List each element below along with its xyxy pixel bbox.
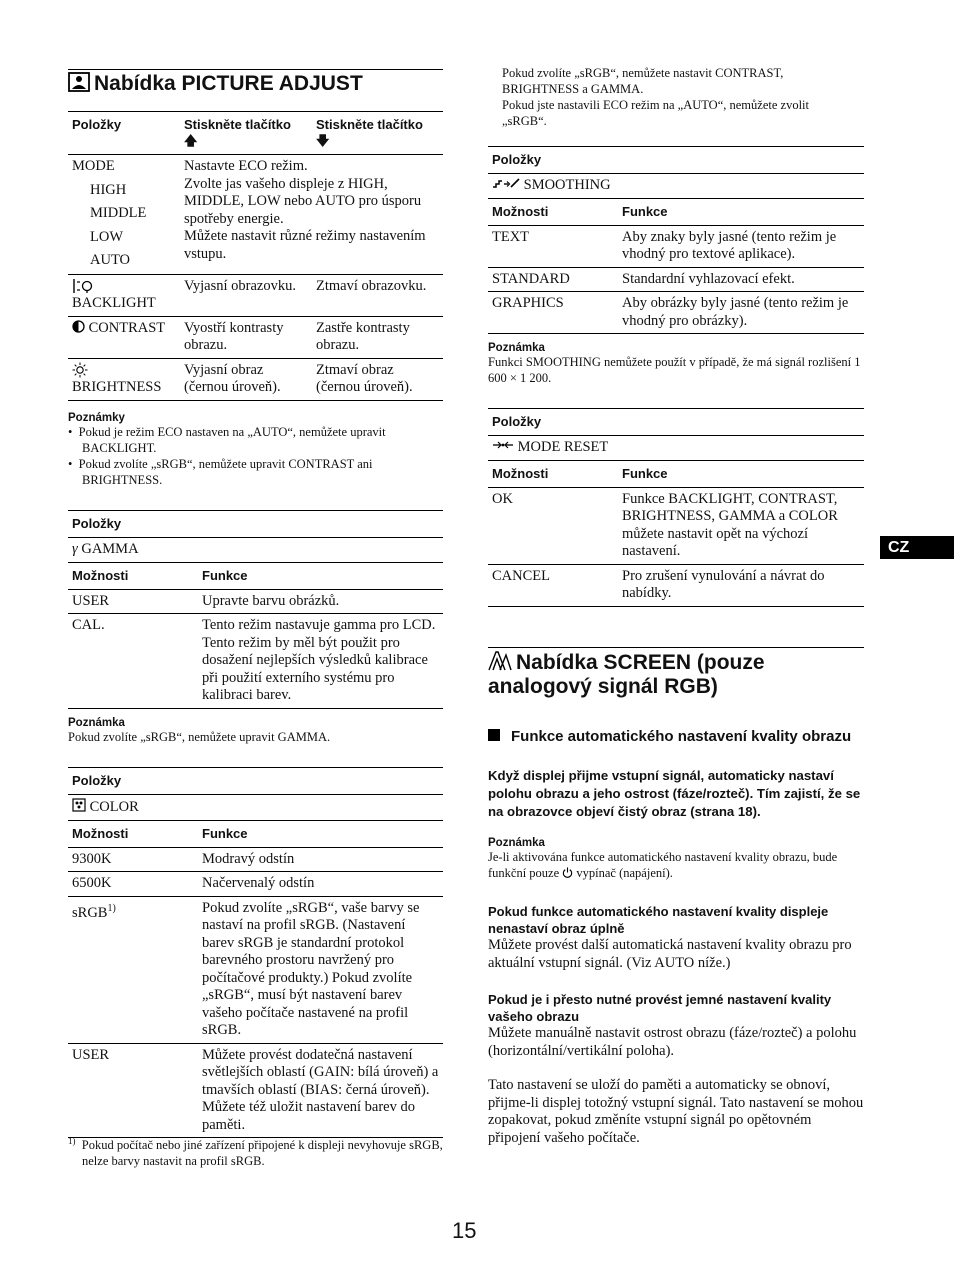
- table-header-row: [68, 768, 443, 795]
- table-header-row: [488, 147, 864, 174]
- mode-reset-option: CANCEL: [488, 564, 618, 606]
- mode-reset-icon: [492, 440, 514, 450]
- table-header-row: [68, 511, 443, 538]
- gamma-table: [68, 510, 443, 709]
- smoothing-icon: [492, 177, 520, 189]
- contrast-down: Zastře kontrasty obrazu.: [312, 316, 443, 358]
- screen-icon: [488, 651, 512, 671]
- table-row: [488, 487, 864, 564]
- mode-reset-table: [488, 408, 864, 607]
- brightness-cell: [68, 358, 180, 400]
- smoothing-options-header: Možnosti: [488, 198, 618, 225]
- color-label: COLOR: [89, 799, 139, 815]
- table-header-row: [488, 460, 864, 487]
- arrow-down-icon: 🡇: [316, 133, 330, 148]
- mode-middle: MIDDLE: [90, 205, 147, 221]
- page-number: 15: [452, 1218, 477, 1243]
- table-row: [68, 538, 443, 563]
- gamma-label: GAMMA: [81, 541, 139, 557]
- mode-cell: [68, 155, 180, 275]
- smoothing-table: [488, 146, 864, 334]
- footnote-mark: 1): [68, 1136, 76, 1146]
- screen-title-line2: analogový signál RGB): [488, 675, 718, 698]
- table-header-row: [488, 198, 864, 225]
- table-row: [68, 872, 443, 897]
- color-function: Načervenalý odstín: [198, 872, 443, 897]
- mode-reset-item-cell: [488, 436, 864, 461]
- gamma-function: Tento režim nastavuje gamma pro LCD. Tento režim by měl být použit pro dosažení nejlepších výsledků kalibrace při použití externího systému pro kalibraci barev.: [198, 614, 443, 709]
- header-down-label: Stiskněte tlačítko: [316, 117, 423, 132]
- smoothing-note: [488, 342, 864, 386]
- table-row: [488, 267, 864, 292]
- gamma-note: [68, 717, 443, 745]
- auto-quality-subheading: [488, 727, 864, 746]
- note-text: Je-li aktivována funkce automatického nastavení kvality obrazu, bude funkční pouze: [488, 850, 838, 880]
- header-up: [180, 112, 312, 155]
- table-row: [68, 358, 443, 400]
- block-text: Můžete provést další automatická nastavení kvality obrazu pro aktuální vstupní signál. (Viz AUTO níže.): [488, 937, 852, 971]
- screen-note: [488, 837, 864, 881]
- gamma-icon: γ: [72, 541, 78, 557]
- srgb-note: Pokud zvolíte „sRGB“, nemůžete nastavit CONTRAST, BRIGHTNESS a GAMMA. Pokud jste nastavili ECO režim na „AUTO“, nemůžete zvolit „sRGB“.: [502, 66, 809, 128]
- note-title: Poznámka: [68, 717, 125, 729]
- power-icon: [562, 867, 573, 878]
- auto-quality-intro: Když displej přijme vstupní signál, automaticky nastaví polohu obrazu a jeho ostrost (fáze/rozteč). Tím zajistí, že se na obrazovce objeví čistý obraz (strana 18).: [488, 768, 861, 819]
- smoothing-function-header: Funkce: [618, 198, 864, 225]
- memory-paragraph: Tato nastavení se uloží do paměti a automaticky se obnoví, přijme-li displej totožný vstupní signál. Tato nastavení se mohou zopakovat, pokud změníte vstupní signál po opětovném připojení vašeho počítače.: [488, 1077, 864, 1146]
- color-options-header: Možnosti: [68, 820, 198, 847]
- note-text: Pokud je režim ECO nastaven na „AUTO“, nemůžete upravit BACKLIGHT.: [78, 425, 386, 455]
- mode-reset-function: Pro zrušení vynulování a návrat do nabídky.: [618, 564, 864, 606]
- section-rule: [68, 69, 443, 70]
- table-row: [68, 316, 443, 358]
- smoothing-function: Aby znaky byly jasné (tento režim je vhodný pro textové aplikace).: [618, 225, 864, 267]
- block-heading: Pokud je i přesto nutné provést jemné nastavení kvality vašeho obrazu: [488, 992, 832, 1024]
- backlight-icon: [72, 278, 96, 294]
- color-function: Pokud zvolíte „sRGB“, vaše barvy se nastaví na profil sRGB. (Nastavení barev sRGB je standardní protokol barevného prostoru navržený pro počítačové produkty.) Pokud zvolíte „sRGB“, musí být nastavení barev vašeho počítače nastavené na profil sRGB.: [198, 896, 443, 1043]
- color-table: [68, 767, 443, 1138]
- header-items: Položky: [68, 112, 180, 155]
- mode-label: MODE: [72, 158, 115, 174]
- table-row: [68, 589, 443, 614]
- footnote-text: Pokud počítač nebo jiné zařízení připojené k displeji nevyhovuje sRGB, nelze barvy nastavit na profil sRGB.: [81, 1138, 443, 1169]
- color-function: Modravý odstín: [198, 847, 443, 872]
- mode-reset-label: MODE RESET: [517, 439, 609, 455]
- smoothing-option: GRAPHICS: [488, 292, 618, 334]
- notes-title: Poznámky: [68, 412, 125, 424]
- backlight-up: Vyjasní obrazovku.: [180, 274, 312, 316]
- brightness-icon: [72, 362, 88, 378]
- contrast-icon: [72, 320, 85, 333]
- table-row: [488, 436, 864, 461]
- table-header-row: [68, 562, 443, 589]
- smoothing-option: TEXT: [488, 225, 618, 267]
- table-row: [68, 795, 443, 821]
- note-title: Poznámka: [488, 837, 545, 849]
- color-footnote: [68, 1133, 443, 1169]
- backlight-label: BACKLIGHT: [72, 295, 156, 311]
- gamma-option: CAL.: [68, 614, 198, 709]
- footnote-ref: 1): [107, 902, 116, 914]
- header-up-label: Stiskněte tlačítko: [184, 117, 291, 132]
- gamma-item-cell: [68, 538, 443, 563]
- smoothing-function: Standardní vyhlazovací efekt.: [618, 267, 864, 292]
- table-row: [488, 174, 864, 199]
- table-row: [488, 225, 864, 267]
- color-item-cell: [68, 795, 443, 821]
- color-items-header: Položky: [68, 768, 443, 795]
- table-row: [488, 564, 864, 606]
- mode-high: HIGH: [90, 181, 127, 198]
- note-item: • Pokud je režim ECO nastaven na „AUTO“, nemůžete upravit BACKLIGHT.: [68, 425, 386, 455]
- color-function: Můžete provést dodatečná nastavení světlejších oblastí (GAIN: bílá úroveň) a tmavších oblastí (BIAS: černá úroveň). Můžete též uložit nastavení barev do paměti.: [198, 1043, 443, 1138]
- picture-adjust-title: Nabídka PICTURE ADJUST: [94, 72, 363, 95]
- mode-auto: AUTO: [90, 252, 131, 268]
- square-bullet-icon: [488, 729, 500, 741]
- picture-adjust-notes: [68, 412, 443, 488]
- smoothing-items-header: Položky: [488, 147, 864, 174]
- color-option: USER: [68, 1043, 198, 1138]
- table-row: [68, 1043, 443, 1138]
- screen-heading: [488, 651, 864, 699]
- picture-adjust-icon: [68, 72, 90, 92]
- color-option: sRGB: [72, 904, 108, 921]
- fine-adjust-block: [488, 991, 864, 1060]
- smoothing-label: SMOOTHING: [523, 177, 611, 193]
- section-rule: [488, 647, 864, 648]
- picture-adjust-heading: [68, 72, 363, 96]
- block-text: Můžete manuálně nastavit ostrost obrazu (fáze/rozteč) a polohu (horizontální/vertikální poloha).: [488, 1025, 857, 1059]
- color-function-header: Funkce: [198, 820, 443, 847]
- table-row: [68, 274, 443, 316]
- mode-reset-function: Funkce BACKLIGHT, CONTRAST, BRIGHTNESS, GAMMA a COLOR můžete nastavit opět na výchozí nastavení.: [618, 487, 864, 564]
- incomplete-adjust-block: [488, 903, 864, 972]
- gamma-options-header: Možnosti: [68, 562, 198, 589]
- screen-title-line1: Nabídka SCREEN (pouze: [516, 651, 765, 674]
- mode-reset-items-header: Položky: [488, 409, 864, 436]
- picture-adjust-table: [68, 111, 443, 401]
- table-row: [488, 292, 864, 334]
- table-header-row: [68, 820, 443, 847]
- mode-reset-option: OK: [488, 487, 618, 564]
- gamma-option: USER: [68, 589, 198, 614]
- table-row: [68, 614, 443, 709]
- table-header-row: [488, 409, 864, 436]
- mode-low: LOW: [90, 228, 124, 245]
- smoothing-function: Aby obrázky byly jasné (tento režim je vhodný pro obrázky).: [618, 292, 864, 334]
- mode-description: Nastavte ECO režim. Zvolte jas vašeho displeje z HIGH, MIDDLE, LOW nebo AUTO pro úsporu spotřeby energie. Můžete nastavit různé režimy nastavením vstupu.: [180, 155, 443, 275]
- note-title: Poznámka: [488, 342, 545, 354]
- brightness-up: Vyjasní obraz (černou úroveň).: [180, 358, 312, 400]
- note-text: Funkci SMOOTHING nemůžete použít v případě, že má signál rozlišení 1 600 × 1 200.: [488, 355, 861, 385]
- table-row: [68, 155, 443, 275]
- subheading-text: Funkce automatického nastavení kvality obrazu: [511, 728, 852, 745]
- backlight-cell: [68, 274, 180, 316]
- gamma-items-header: Položky: [68, 511, 443, 538]
- note-text: vypínač (napájení).: [576, 866, 673, 880]
- contrast-cell: [68, 316, 180, 358]
- smoothing-option: STANDARD: [488, 267, 618, 292]
- contrast-up: Vyostří kontrasty obrazu.: [180, 316, 312, 358]
- arrow-up-icon: 🡅: [184, 133, 198, 148]
- color-option: 9300K: [68, 847, 198, 872]
- table-row: [68, 896, 443, 1043]
- color-option-cell: [68, 896, 198, 1043]
- backlight-down: Ztmaví obrazovku.: [312, 274, 443, 316]
- note-item: • Pokud zvolíte „sRGB“, nemůžete upravit CONTRAST ani BRIGHTNESS.: [68, 457, 373, 487]
- table-row: [68, 847, 443, 872]
- note-text: Pokud zvolíte „sRGB“, nemůžete upravit GAMMA.: [68, 730, 331, 744]
- header-down: [312, 112, 443, 155]
- block-heading: Pokud funkce automatického nastavení kvality displeje nenastaví obraz úplně: [488, 904, 829, 936]
- note-text: Pokud zvolíte „sRGB“, nemůžete upravit CONTRAST ani BRIGHTNESS.: [78, 457, 373, 487]
- note-body: [488, 849, 864, 881]
- brightness-down: Ztmaví obraz (černou úroveň).: [312, 358, 443, 400]
- table-header-row: [68, 112, 443, 155]
- gamma-function-header: Funkce: [198, 562, 443, 589]
- color-icon: [72, 798, 86, 812]
- gamma-function: Upravte barvu obrázků.: [198, 589, 443, 614]
- mode-reset-options-header: Možnosti: [488, 460, 618, 487]
- contrast-label: CONTRAST: [88, 319, 166, 336]
- brightness-label: BRIGHTNESS: [72, 379, 162, 395]
- mode-reset-function-header: Funkce: [618, 460, 864, 487]
- color-option: 6500K: [68, 872, 198, 897]
- language-tab: CZ: [880, 536, 954, 559]
- smoothing-item-cell: [488, 174, 864, 199]
